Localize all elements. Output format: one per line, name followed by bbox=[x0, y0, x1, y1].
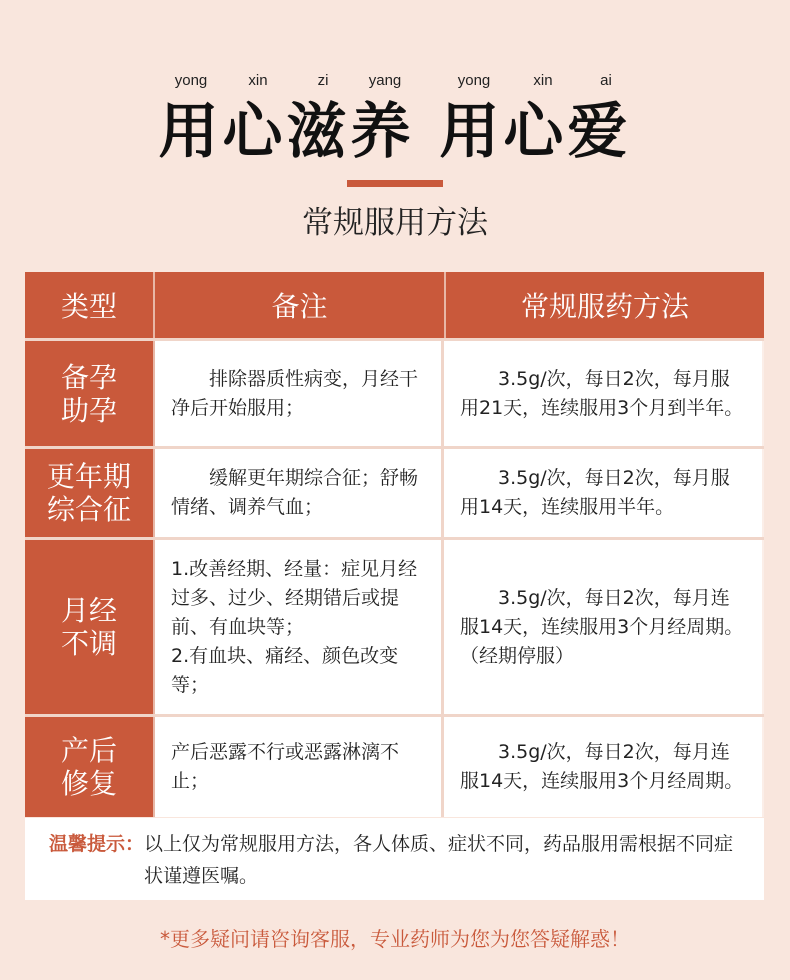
footer-note: *更多疑问请咨询客服，专业药师为您为您答疑解惑！ bbox=[160, 927, 630, 951]
row-note bbox=[155, 717, 444, 817]
header-type: 类型 bbox=[25, 272, 155, 338]
row-note bbox=[155, 449, 444, 537]
dosage-table bbox=[25, 272, 764, 817]
row-usage bbox=[444, 341, 762, 446]
row-usage bbox=[444, 540, 762, 714]
title-divider bbox=[347, 180, 443, 187]
row-type: 更年期 综合征 bbox=[25, 449, 155, 537]
pinyin-1: yong bbox=[174, 72, 208, 89]
row-note-text: 缓解更年期综合征；舒畅情绪、调养气血； bbox=[171, 467, 419, 518]
table-header-row bbox=[25, 272, 764, 338]
header-note: 备注 bbox=[155, 272, 446, 338]
row-type: 备孕 助孕 bbox=[25, 341, 155, 446]
pinyin-4: yang bbox=[368, 72, 402, 89]
table-row bbox=[25, 446, 764, 537]
row-note-text: 1.改善经期、经量：症见月经过多、过少、经期错后或提前、有血块等； 2.有血块、痛经、颜色改变等； bbox=[171, 557, 418, 696]
row-usage bbox=[444, 449, 762, 537]
row-usage-text: 3.5g/次，每日2次，每月连服14天，连续服用3个月经周期。 bbox=[460, 741, 744, 792]
pinyin-7: ai bbox=[600, 72, 612, 89]
table-row bbox=[25, 537, 764, 714]
pinyin-6: xin bbox=[533, 72, 553, 89]
pinyin-row bbox=[0, 72, 790, 94]
row-usage bbox=[444, 717, 762, 817]
warm-tip-box bbox=[25, 818, 764, 900]
pinyin-3: zi bbox=[317, 72, 329, 89]
row-note-text: 产后恶露不行或恶露淋漓不止； bbox=[171, 741, 400, 792]
row-type: 产后 修复 bbox=[25, 717, 155, 817]
header-usage: 常规服药方法 bbox=[520, 290, 689, 323]
row-usage-text: 3.5g/次，每日2次，每月连服14天，连续服用3个月经周期。（经期停服） bbox=[460, 586, 744, 667]
row-usage-text: 3.5g/次，每日2次，每月服用21天，连续服用3个月到半年。 bbox=[460, 367, 744, 419]
pinyin-2: xin bbox=[248, 72, 268, 89]
row-note bbox=[155, 540, 444, 714]
tip-text: 以上仅为常规服用方法，各人体质、症状不同，药品服用需根据不同症状谨遵医嘱。 bbox=[144, 833, 734, 887]
row-usage-text: 3.5g/次，每日2次，每月服用14天，连续服用半年。 bbox=[460, 467, 730, 518]
row-note-text: 排除器质性病变，月经干净后开始服用； bbox=[171, 367, 419, 419]
tip-label: 温馨提示： bbox=[49, 833, 145, 855]
pinyin-5: yong bbox=[457, 72, 491, 89]
table-row bbox=[25, 338, 764, 446]
row-note bbox=[155, 341, 444, 446]
table-row bbox=[25, 714, 764, 817]
row-type: 月经 不调 bbox=[25, 540, 155, 714]
subtitle: 常规服用方法 bbox=[302, 205, 488, 241]
headline: 用心滋养 用心爱 bbox=[158, 97, 632, 167]
